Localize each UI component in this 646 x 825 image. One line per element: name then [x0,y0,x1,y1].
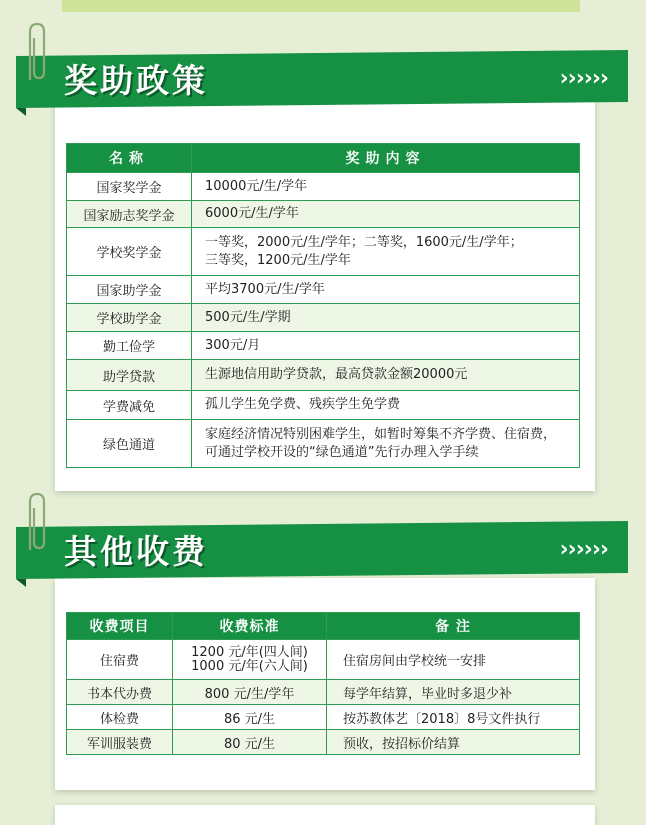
row-name: 学校助学金 [67,304,192,332]
table-row [67,420,580,468]
content-line: 三等奖，1200元/生/学年 [205,252,351,268]
row-content: 生源地信用助学贷款，最高贷款金额20000元 [192,360,580,391]
table-header-row [67,613,580,640]
table-row [67,276,580,304]
fee-standard: 800 元/生/学年 [173,680,327,705]
chevrons-decoration: ›››››› [559,537,608,562]
standard-line: 1000 元/年(六人间) [191,658,308,674]
section-ribbon-policy [16,50,628,108]
row-name: 助学贷款 [67,360,192,391]
fee-standard [173,640,327,680]
fee-standard: 80 元/生 [173,730,327,755]
fee-item: 书本代办费 [67,680,173,705]
fee-note: 按苏教体艺〔2018〕8号文件执行 [327,705,580,730]
table-row [67,201,580,228]
fee-item: 体检费 [67,705,173,730]
standard-line: 1200 元/年(四人间) [191,644,308,660]
fee-note: 预收，按招标价结算 [327,730,580,755]
fees-table [66,612,580,755]
table-row [67,680,580,705]
chevrons-decoration: ›››››› [559,66,608,91]
next-card [55,805,595,825]
table-row [67,304,580,332]
row-name: 国家奖学金 [67,173,192,201]
content-line: 家庭经济情况特别困难学生，如暂时筹集不齐学费、住宿费， [205,426,557,442]
row-content: 6000元/生/学年 [192,201,580,228]
fee-item: 住宿费 [67,640,173,680]
top-strip [62,0,580,12]
table-header-row [67,144,580,173]
content-line: 一等奖，2000元/生/学年；二等奖，1600元/生/学年； [205,234,523,250]
column-header-note: 备 注 [327,613,580,640]
policy-table [66,143,580,468]
row-name: 国家助学金 [67,276,192,304]
row-content: 孤儿学生免学费、残疾学生免学费 [192,391,580,420]
table-row [67,173,580,201]
column-header-item: 收费项目 [67,613,173,640]
fee-standard: 86 元/生 [173,705,327,730]
row-name: 学校奖学金 [67,228,192,276]
table-row [67,391,580,420]
row-content: 300元/月 [192,332,580,360]
fee-note: 住宿房间由学校统一安排 [327,640,580,680]
fee-note: 每学年结算，毕业时多退少补 [327,680,580,705]
table-row [67,640,580,680]
row-name: 勤工俭学 [67,332,192,360]
column-header-name: 名称 [67,144,192,173]
table-row [67,730,580,755]
row-name: 国家励志奖学金 [67,201,192,228]
fee-item: 军训服装费 [67,730,173,755]
table-row [67,360,580,391]
column-header-standard: 收费标准 [173,613,327,640]
column-header-content: 奖助内容 [192,144,580,173]
row-content: 平均3700元/生/学年 [192,276,580,304]
row-name: 绿色通道 [67,420,192,468]
table-row [67,228,580,276]
row-content: 500元/生/学期 [192,304,580,332]
row-content [192,228,580,276]
section-ribbon-fees [16,521,628,579]
section-title: 奖助政策 [64,61,208,100]
paperclip-icon [22,20,52,90]
content-line: 可通过学校开设的“绿色通道”先行办理入学手续 [205,444,479,460]
paperclip-icon [22,490,52,560]
row-content [192,420,580,468]
table-row [67,332,580,360]
section-title: 其他收费 [64,532,208,571]
table-row [67,705,580,730]
row-name: 学费减免 [67,391,192,420]
row-content: 10000元/生/学年 [192,173,580,201]
